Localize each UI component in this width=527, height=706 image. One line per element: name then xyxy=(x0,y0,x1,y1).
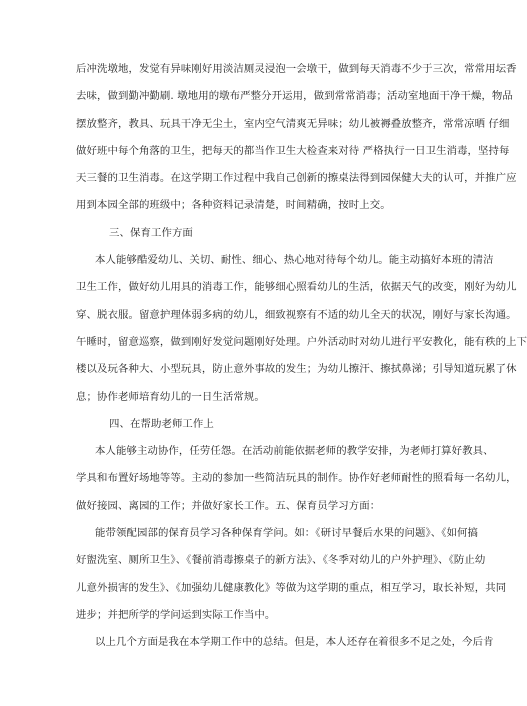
paragraph-line: 午睡时，留意巡察，做到刚好发觉问题刚好处理。户外活动时对幼儿进行平安教化，能有秩的上下 xyxy=(76,335,527,348)
paragraph-line: 好盥洗室、厕所卫生》、《餐前消毒擦桌子的新方法》、《冬季对幼儿的户外护理》、《防止幼 xyxy=(76,554,486,567)
paragraph-line: 本人能够酷爱幼儿、关切、耐性、细心、热心地对待每个幼儿。能主动搞好本班的清洁 xyxy=(95,254,494,267)
paragraph-line: 用到本园全部的班级中；各种资料记录清楚，时间精确，按时上交。 xyxy=(76,199,391,212)
paragraph-line: 穿、脱衣服。留意护理体弱多病的幼儿，细致视察有不适的幼儿全天的状况，刚好与家长沟通。 xyxy=(76,308,517,321)
section-heading: 四、在帮助老师工作上 xyxy=(109,417,214,430)
paragraph-line: 楼以及玩各种大、小型玩具，防止意外事故的发生；为幼儿擦汗、擦拭鼻涕；引导知道玩累了休 xyxy=(76,363,517,376)
section-heading: 三、保育工作方面 xyxy=(109,226,193,239)
paragraph-line: 摆放整齐，教具、玩具干净无尘土，室内空气清爽无异味；幼儿被褥叠放整齐，常常凉晒 仔细 xyxy=(76,117,510,130)
paragraph-line: 天三餐的卫生消毒。在这学期工作过程中我自己创新的擦桌法得到园保健大夫的认可，并推广应 xyxy=(76,172,517,185)
paragraph-line: 以上几个方面是我在本学期工作中的总结。但是，本人还存在着很多不足之处，今后肯 xyxy=(95,636,494,649)
paragraph-line: 儿意外损害的发生》、《加强幼儿健康教化》等做为这学期的重点，相互学习，取长补短，共同 xyxy=(76,581,507,594)
paragraph-line: 去味，做到勤冲勤刷. 墩地用的墩布严整分开运用，做到常常消毒；活动室地面干净干燥，物品 xyxy=(76,90,513,103)
paragraph-line: 做好接园、离园的工作；并做好家长工作。五、保育员学习方面： xyxy=(76,499,381,512)
paragraph-line: 本人能够主动协作，任劳任怨。在活动前能依据老师的教学安排，为老师打算好教具、 xyxy=(95,445,494,458)
paragraph-line: 息；协作老师培育幼儿的一日生活常规。 xyxy=(76,390,265,403)
paragraph-line: 能带领配园部的保育员学习各种保育学问。如：《研讨早餐后水果的问题》、《如何搞 xyxy=(95,527,479,540)
paragraph-line: 卫生工作，做好幼儿用具的消毒工作，能够细心照看幼儿的生活，依据天气的改变，刚好为幼儿 xyxy=(76,281,517,294)
paragraph-line: 学具和布置好场地等等。主动的参加一些简洁玩具的制作。协作好老师耐性的照看每一名幼儿， xyxy=(76,472,517,485)
paragraph-line: 做好班中每个角落的卫生，把每天的都当作卫生大检查来对待 严格执行一日卫生消毒，坚持每 xyxy=(76,144,510,157)
paragraph-line: 后冲洗墩地，发觉有异味刚好用淡洁厕灵浸泡一会墩干，做到每天消毒不少于三次，常常用坛香 xyxy=(76,63,517,75)
paragraph-line: 进步；并把所学的学问运到实际工作当中。 xyxy=(76,608,276,621)
